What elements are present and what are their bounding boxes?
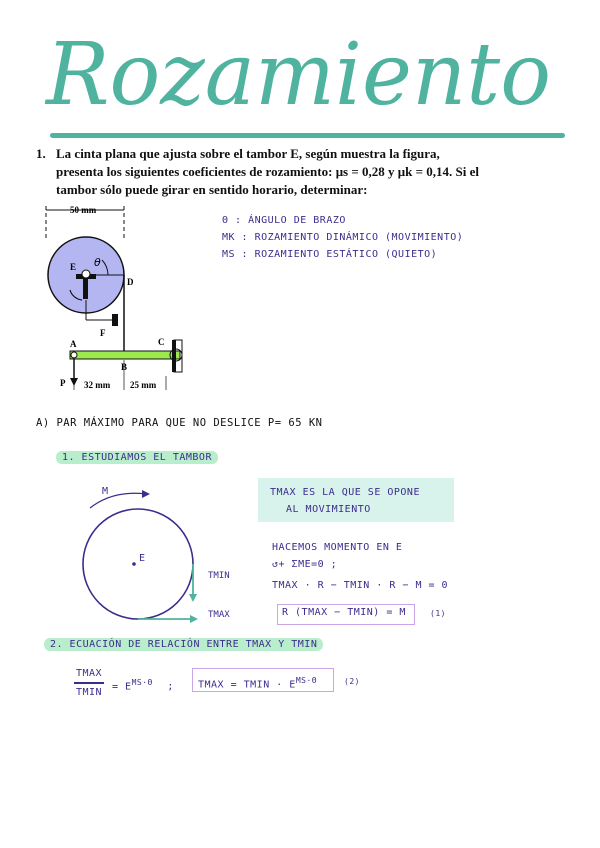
step2-title: 2. ECUACIÓN DE RELACIÓN ENTRE TMAX Y TMIN	[44, 638, 323, 651]
symbol-legend	[222, 212, 463, 263]
label-c: C	[158, 337, 165, 347]
step1-heading	[56, 452, 218, 463]
tmax-label: TMAX	[208, 610, 230, 620]
lever-bar	[70, 351, 180, 359]
legend-item: ΜS : ROZAMIENTO ESTÁTICO (QUIETO)	[222, 249, 438, 260]
problem-line: presenta los siguientes coeficientes de rozamiento: μs = 0,28 y μk = 0,14. Si el	[56, 164, 480, 179]
moment-label: M	[102, 486, 109, 497]
tmin-label: TMIN	[208, 571, 230, 581]
equation-2-exp: ΜS·Θ	[295, 676, 318, 685]
ratio-fraction	[74, 668, 104, 698]
dim-top-label: 50 mm	[70, 205, 97, 215]
problem-line: La cinta plana que ajusta sobre el tambor E, según muestra la figura,	[56, 146, 440, 161]
step2-heading	[44, 639, 323, 650]
label-p: P	[60, 378, 66, 388]
label-a: A	[70, 339, 77, 349]
title-underline	[50, 133, 565, 138]
drum-figure	[30, 200, 200, 396]
label-b: B	[121, 362, 128, 372]
equation-2-number: (2)	[344, 677, 360, 686]
ratio-denominator: TMIN	[75, 686, 103, 698]
equation-1-number: (1)	[430, 609, 446, 618]
dim-right-label: 25 mm	[130, 380, 157, 390]
label-d: D	[127, 277, 134, 287]
ratio-rhs-exp: ΜS·Θ	[131, 678, 153, 687]
theta-label: θ	[94, 256, 101, 269]
drum-circle	[83, 509, 193, 619]
equation-1: R (TMAX − TMIN) = M	[282, 607, 406, 618]
page-title-text: Rozamiento	[44, 25, 552, 125]
question-a: A) PAR MÁXIMO PARA QUE NO DESLICE P= 65 KN	[36, 417, 323, 429]
note-line: TMAX ES LA QUE SE OPONE	[270, 487, 420, 498]
ratio-rhs-base: = E	[112, 681, 132, 693]
label-f: F	[100, 328, 106, 338]
dim-left-label: 32 mm	[84, 380, 111, 390]
ratio-sep: ;	[167, 681, 174, 693]
legend-item: ΜK : ROZAMIENTO DINÁMICO (MOVIMIENTO)	[222, 232, 464, 243]
drum-sketch	[78, 478, 258, 628]
problem-statement	[36, 145, 556, 199]
moments-sum: ↺+ ΣME=0 ;	[272, 559, 338, 570]
ratio-numerator: TMAX	[75, 668, 103, 679]
page-title	[40, 12, 560, 127]
step1-title: 1. ESTUDIAMOS EL TAMBOR	[56, 451, 218, 464]
problem-line: tambor sólo puede girar en sentido horario, determinar:	[56, 182, 368, 197]
problem-number: 1.	[36, 146, 46, 161]
label-e: E	[70, 262, 77, 272]
equation-2-base: TMAX = TMIN · E	[198, 679, 296, 691]
fraction-bar	[74, 682, 104, 684]
note-line: AL MOVIMIENTO	[286, 504, 371, 515]
equation-2	[198, 676, 317, 690]
note-text	[270, 484, 420, 518]
moments-equation: TMAX · R − TMIN · R − M = 0	[272, 580, 449, 591]
moments-block	[272, 539, 448, 594]
legend-item: Θ : ÁNGULO DE BRAZO	[222, 215, 346, 226]
ratio-rhs	[112, 678, 174, 692]
moments-title: HACEMOS MOMENTO EN E	[272, 542, 403, 553]
center-e-label: E	[139, 553, 146, 564]
